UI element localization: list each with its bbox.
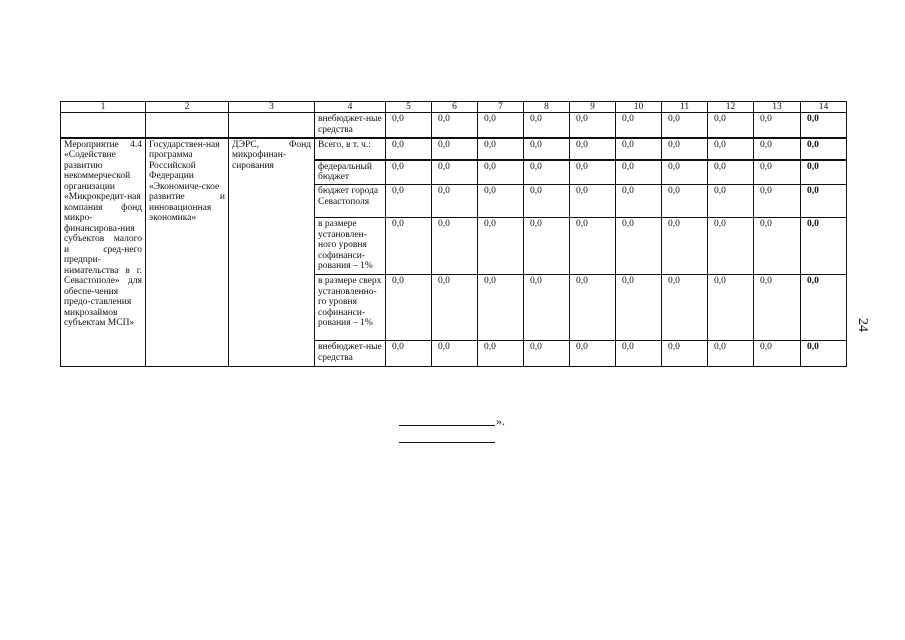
funding-source: Всего, в т. ч.:: [315, 138, 386, 160]
value-cell: 0,0: [478, 275, 524, 341]
closing-mark: ».: [496, 414, 505, 428]
value-cell: 0,0: [478, 341, 524, 367]
column-number: 13: [754, 102, 801, 113]
page-number: 24: [855, 318, 870, 332]
value-cell: 0,0: [708, 218, 754, 275]
value-cell: 0,0: [570, 113, 616, 138]
value-cell: 0,0: [616, 341, 662, 367]
column-number: 10: [616, 102, 662, 113]
program-name: Государствен-ная программа Российской Федерации «Экономиче-ское развитие и инновационная экономика»: [146, 138, 229, 367]
value-cell: 0,0: [801, 218, 847, 275]
value-cell: 0,0: [616, 275, 662, 341]
value-cell: 0,0: [616, 160, 662, 185]
value-cell: 0,0: [432, 275, 478, 341]
program-cell: [146, 113, 229, 138]
value-cell: 0,0: [524, 113, 570, 138]
value-cell: 0,0: [662, 113, 708, 138]
value-cell: 0,0: [708, 113, 754, 138]
value-cell: 0,0: [432, 185, 478, 218]
value-cell: 0,0: [570, 138, 616, 160]
value-cell: 0,0: [801, 275, 847, 341]
column-number: 4: [315, 102, 386, 113]
activity-cell: [61, 113, 146, 138]
column-number: 8: [524, 102, 570, 113]
value-cell: 0,0: [662, 138, 708, 160]
value-cell: 0,0: [708, 341, 754, 367]
value-cell: 0,0: [570, 341, 616, 367]
value-cell: 0,0: [801, 160, 847, 185]
value-cell: 0,0: [616, 138, 662, 160]
budget-table: [60, 101, 847, 367]
column-number: 5: [386, 102, 432, 113]
value-cell: 0,0: [386, 275, 432, 341]
value-cell: 0,0: [478, 138, 524, 160]
value-cell: 0,0: [432, 160, 478, 185]
value-cell: 0,0: [616, 185, 662, 218]
value-cell: 0,0: [524, 275, 570, 341]
funding-source: в размере установлен-ного уровня софинанси-рования – 1%: [315, 218, 386, 275]
value-cell: 0,0: [386, 218, 432, 275]
value-cell: 0,0: [524, 218, 570, 275]
value-cell: 0,0: [801, 185, 847, 218]
value-cell: 0,0: [570, 160, 616, 185]
signature-line: [399, 425, 495, 426]
value-cell: 0,0: [754, 138, 801, 160]
value-cell: 0,0: [524, 341, 570, 367]
value-cell: 0,0: [478, 113, 524, 138]
value-cell: 0,0: [801, 138, 847, 160]
value-cell: 0,0: [478, 218, 524, 275]
funding-source: бюджет города Севастополя: [315, 185, 386, 218]
funding-source: внебюджет-ные средства: [315, 341, 386, 367]
value-cell: 0,0: [432, 341, 478, 367]
value-cell: 0,0: [386, 160, 432, 185]
value-cell: 0,0: [754, 218, 801, 275]
column-number-row: [61, 102, 847, 113]
value-cell: 0,0: [708, 185, 754, 218]
value-cell: 0,0: [570, 185, 616, 218]
value-cell: 0,0: [616, 218, 662, 275]
value-cell: 0,0: [801, 113, 847, 138]
value-cell: 0,0: [386, 341, 432, 367]
value-cell: 0,0: [386, 185, 432, 218]
value-cell: 0,0: [662, 185, 708, 218]
column-number: 2: [146, 102, 229, 113]
table-row: [61, 113, 847, 138]
value-cell: 0,0: [708, 275, 754, 341]
signature-line: [399, 442, 495, 443]
value-cell: 0,0: [662, 218, 708, 275]
value-cell: 0,0: [478, 185, 524, 218]
executor-cell: [229, 113, 315, 138]
value-cell: 0,0: [801, 341, 847, 367]
value-cell: 0,0: [662, 160, 708, 185]
funding-source: в размере сверх установленно-го уровня софинанси-рования – 1%: [315, 275, 386, 341]
column-number: 3: [229, 102, 315, 113]
value-cell: 0,0: [708, 138, 754, 160]
value-cell: 0,0: [662, 341, 708, 367]
value-cell: 0,0: [524, 138, 570, 160]
value-cell: 0,0: [754, 113, 801, 138]
value-cell: 0,0: [524, 160, 570, 185]
value-cell: 0,0: [754, 275, 801, 341]
funding-source: федеральный бюджет: [315, 160, 386, 185]
value-cell: 0,0: [478, 160, 524, 185]
value-cell: 0,0: [754, 185, 801, 218]
value-cell: 0,0: [570, 275, 616, 341]
value-cell: 0,0: [386, 113, 432, 138]
funding-source: внебюджет-ные средства: [315, 113, 386, 138]
value-cell: 0,0: [754, 160, 801, 185]
table-body: [61, 102, 847, 367]
value-cell: 0,0: [570, 218, 616, 275]
value-cell: 0,0: [754, 341, 801, 367]
column-number: 11: [662, 102, 708, 113]
column-number: 1: [61, 102, 146, 113]
activity-name: Мероприятие 4.4 «Содействие развитию некоммерческой организации «Микрокредит-ная компания фонд микро-финансирова-ния субъектов малого и сред-него предпри-нимательства в г. Севастополе» для обеспе-чения предо-ставления микрозаймов субъектам МСП»: [61, 138, 146, 367]
value-cell: 0,0: [432, 138, 478, 160]
column-number: 7: [478, 102, 524, 113]
value-cell: 0,0: [616, 113, 662, 138]
executor-name: ДЭРС, Фонд микрофинан-сирования: [229, 138, 315, 367]
column-number: 6: [432, 102, 478, 113]
value-cell: 0,0: [708, 160, 754, 185]
column-number: 12: [708, 102, 754, 113]
value-cell: 0,0: [432, 218, 478, 275]
value-cell: 0,0: [662, 275, 708, 341]
column-number: 14: [801, 102, 847, 113]
table-row: [61, 138, 847, 160]
column-number: 9: [570, 102, 616, 113]
value-cell: 0,0: [386, 138, 432, 160]
value-cell: 0,0: [524, 185, 570, 218]
value-cell: 0,0: [432, 113, 478, 138]
